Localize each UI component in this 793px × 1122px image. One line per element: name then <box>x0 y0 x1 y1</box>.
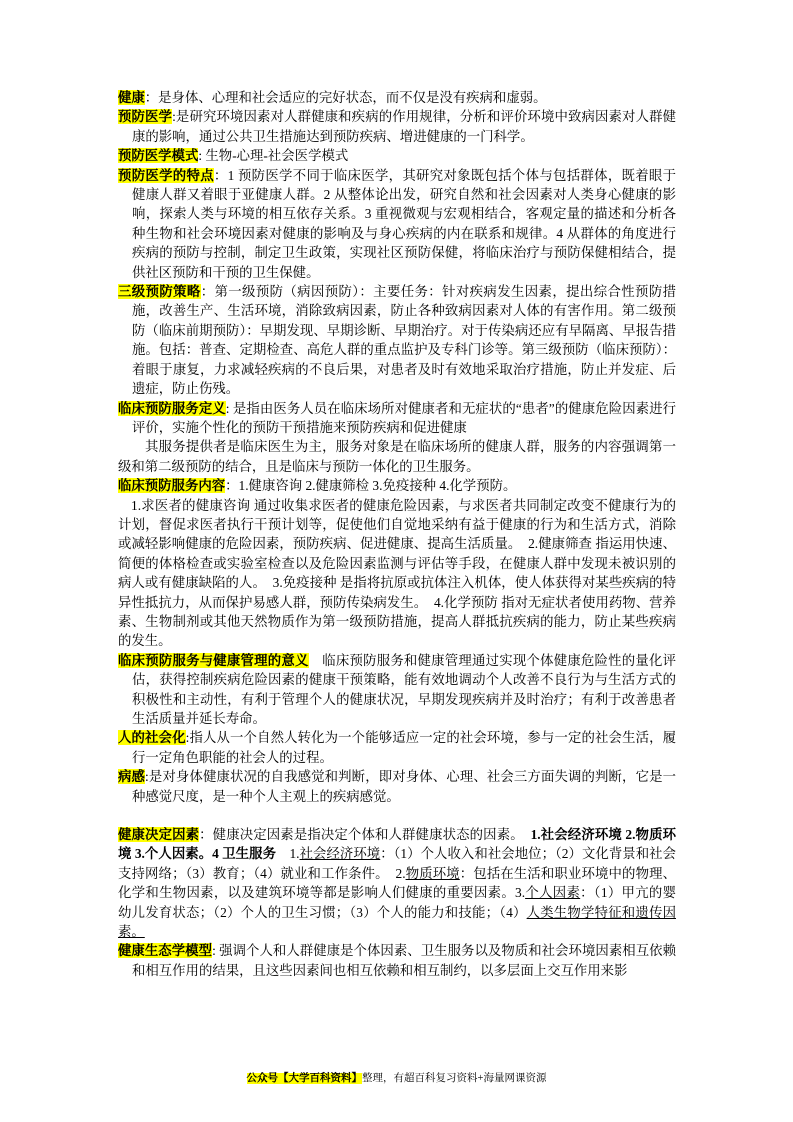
paragraph <box>118 146 676 165</box>
paragraph <box>118 825 676 941</box>
text-run: :是对身体健康状况的自我感觉和判断，即对身体、心理、社会三方面失调的判断，它是一种感觉尺度，是一种个人主观上的疾病感觉。 <box>132 769 677 804</box>
paragraph <box>118 166 676 282</box>
term-highlight: 临床预防服务定义 <box>118 400 226 416</box>
paragraph <box>118 88 676 107</box>
text-run: ：（1）甲亢的婴幼儿发育状态；（2）个人的卫生习惯；（3）个人的能力和技能；（4） <box>118 885 677 920</box>
text-run: ：包括在生活和职业环境中的物理、化学和生物因素，以及建筑环境等都是影响人们健康的重要因素。3. <box>118 865 676 901</box>
underline-run: 社会经济环境 <box>299 846 381 862</box>
text-run: 其服务提供者是临床医生为主，服务对象是在临床场所的健康人群，服务的内容强调第一级和第二级预防的结合，且是临床与预防一体化的卫生服务。 <box>118 439 676 474</box>
paragraph <box>118 728 676 767</box>
text-run: ：第一级预防（病因预防）：主要任务：针对疾病发生因素，提出综合性预防措施，改善生产、生活环境，消除致病因素，防止各种致病因素对人体的有害作用。第二级预防（临床前期预防）：早期发现、早期诊断、早期治疗。对于传染病还应有早隔离、早报告措施。包括：普查、定期检查、高危人群的重点监护及专科门诊等。第三级预防（临床预防）：着眼于康复，力求减轻疾病的不良后果，对患者及时有效地采取治疗措施，防止并发症、后遗症，防止伤残。 <box>132 284 676 397</box>
paragraph <box>118 399 676 438</box>
underline-run: 物质环境 <box>405 865 460 881</box>
text-run: :是研究环境因素对人群健康和疾病的作用规律，分析和评价环境中致病因素对人群健康的影响，通过公共卫生措施达到预防疾病、增进健康的一门科学。 <box>132 109 677 144</box>
text-run: 整理，有超百科复习资料+海量网课资源 <box>362 1073 547 1084</box>
term-highlight: 临床预防服务与健康管理的意义 <box>118 652 309 668</box>
term-highlight: 健康 <box>118 90 145 105</box>
paragraph <box>118 496 676 651</box>
text-run: ：（1）个人收入和社会地位；（2）文化背景和社会支持网络；（3）教育；（4）就业和工作条件。 2. <box>118 846 677 881</box>
text-run: ：1 预防医学不同于临床医学，其研究对象既包括个体与包括群体，既着眼于健康人群又着眼于亚健康人群。2 从整体论出发，研究自然和社会因素对人类身心健康的影响，探索人类与环境的相互依存关系。3 重视微观与宏观相结合，客观定量的描述和分析各种生物和社会环境因素对健康的影响及与身心疾病的内在联系和规律。4 从群体的角度进行疾病的预防与控制，制定卫生政策，实现社区预防保健，将临床治疗与预防保健相结合，提供社区预防和干预的卫生保健。 <box>132 167 677 280</box>
text-run: :指人从一个自然人转化为一个能够适应一定的社会环境，参与一定的社会生活，履行一定角色职能的社会人的过程。 <box>132 730 677 765</box>
underline-run: 人类生物学特征和遗传因素。 <box>118 904 676 940</box>
term-highlight: 临床预防服务内容 <box>118 478 226 494</box>
term-highlight: 三级预防策略 <box>118 284 201 300</box>
term-highlight: 健康生态学模型 <box>118 943 213 959</box>
paragraph <box>118 941 676 980</box>
term-highlight: 病感 <box>118 769 146 785</box>
paragraph <box>118 476 676 495</box>
paragraph <box>118 767 676 806</box>
text-run: : 强调个人和人群健康是个体因素、卫生服务以及物质和社会环境因素相互依赖和相互作用的结果，且这些因素间也相互依赖和相互制约，以多层面上交互作用来影 <box>132 943 676 978</box>
text-run: ：是身体、心理和社会适应的完好状态，而不仅是没有疾病和虚弱。 <box>144 90 547 105</box>
term-highlight: 预防医学模式 <box>118 148 199 164</box>
paragraph <box>118 282 676 398</box>
text-run: ：1.健康咨询 2.健康筛检 3.免疫接种 4.化学预防。 <box>225 478 517 494</box>
text-run: : 生物-心理-社会医学模式 <box>198 148 349 164</box>
term-highlight: 预防医学 <box>118 109 173 125</box>
underline-run: 个人因素 <box>525 885 581 901</box>
bold-run: 1.社会经济环境 2.物质环境 3.个人因素。4 卫生服务 <box>118 827 676 862</box>
paragraph <box>118 437 676 476</box>
text-run: : 是指由医务人员在临床场所对健康者和无症状的“患者”的健康危险因素进行评价，实施个性化的预防干预措施来预防疾病和促进健康 <box>132 400 677 435</box>
text-run: ：健康决定因素是指决定个体和人群健康状态的因素。 <box>199 827 531 843</box>
text-run: 1. <box>276 846 300 862</box>
document-body <box>118 88 676 980</box>
term-highlight: 预防医学的特点 <box>118 167 214 183</box>
page-footer <box>0 1072 793 1086</box>
paragraph <box>118 651 676 729</box>
term-highlight: 健康决定因素 <box>118 827 200 843</box>
term-highlight: 人的社会化 <box>118 730 186 746</box>
text-run: 1.求医者的健康咨询 通过收集求医者的健康危险因素，与求医者共同制定改变不健康行为的计划，督促求医者执行干预计划等，促使他们自觉地采纳有益于健康的行为和生活方式，消除或减轻影响健康的危险因素，预防疾病、促进健康、提高生活质量。 2.健康筛查 指运用快速、简便的体格检查或实验室检查以及危险因素监测与评估等手段，在健康人群中发现未被识别的病人或有健康缺陷的人。 3.免疫接种 是指将抗原或抗体注入机体，使人体获得对某些疾病的特异性抵抗力，从而保护易感人群，预防传染病发生。 4.化学预防 指对无症状者使用药物、营养素、生物制剂或其他天然物质作为第一级预防措施，提高人群抵抗疾病的能力，防止某些疾病的发生。 <box>118 497 676 649</box>
paragraph <box>118 107 676 146</box>
term-highlight: 公众号【大学百科资料】 <box>246 1073 363 1084</box>
text-run: 临床预防服务和健康管理通过实现个体健康危险性的量化评估，获得控制疾病危险因素的健康干预策略，能有效地调动个人改善不良行为与生活方式的积极性和主动性，有利于管理个人的健康状况，早期发现疾病并及时治疗；有利于改善患者生活质量并延长寿命。 <box>132 652 677 726</box>
